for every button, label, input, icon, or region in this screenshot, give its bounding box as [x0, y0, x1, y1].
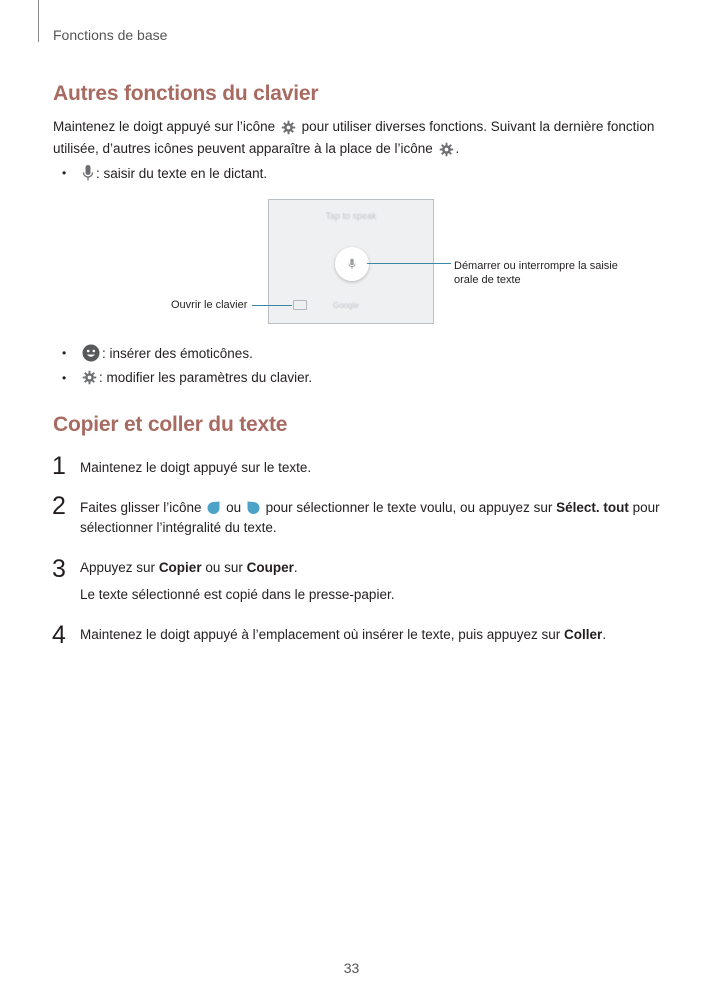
step-2-number: 2 — [52, 492, 66, 520]
figure-bottom-text: Google — [333, 301, 359, 310]
right-handle-icon — [247, 501, 260, 515]
voice-input-figure — [268, 199, 434, 324]
step-3-line2: Le texte sélectionné est copié dans le presse-papier. — [80, 587, 395, 602]
step-3-end: . — [293, 560, 298, 575]
bullet-emoji: • : insérer des émoticônes. — [62, 345, 253, 361]
step-4-paste: Coller — [564, 627, 603, 642]
microphone-icon — [348, 258, 356, 270]
running-header: Fonctions de base — [53, 27, 168, 43]
step-4-number: 4 — [52, 621, 66, 649]
intro-text-2b: . — [455, 141, 460, 156]
bullet-settings-text: : modifier les paramètres du clavier. — [99, 370, 313, 385]
step-2-select-all: Sélect. tout — [556, 500, 629, 515]
step-2-line2: sélectionner l’intégralité du texte. — [80, 520, 277, 535]
left-handle-icon — [207, 501, 220, 515]
callout-mic — [454, 259, 618, 287]
step-3-cut: Couper — [246, 560, 294, 575]
figure-top-text: Tap to speak — [325, 211, 377, 221]
step-2-text-c: pour — [632, 500, 660, 515]
keyboard-icon[interactable] — [293, 300, 307, 310]
callout-mic-line1: Démarrer ou interrompre la saisie — [454, 260, 618, 272]
intro-paragraph — [53, 116, 663, 160]
microphone-icon — [82, 164, 94, 182]
gear-icon — [281, 120, 296, 135]
emoji-icon — [82, 344, 100, 362]
step-4-text — [80, 625, 660, 645]
step-3-text-a: Appuyez sur — [80, 560, 156, 575]
bullet-settings: • : modifier les paramètres du clavier. — [62, 370, 313, 385]
step-3-or: ou sur — [205, 560, 243, 575]
intro-text-1a: Maintenez le doigt appuyé sur l’icône — [53, 119, 276, 134]
figure-mic-button[interactable] — [335, 247, 369, 281]
bullet-mic-text: : saisir du texte en le dictant. — [96, 165, 268, 181]
step-4-text-a: Maintenez le doigt appuyé à l’emplacement où insérer le texte, puis appuyez sur — [80, 627, 561, 642]
gear-icon — [82, 370, 97, 385]
step-4-end: . — [602, 627, 607, 642]
step-1-text: Maintenez le doigt appuyé sur le texte. — [80, 460, 312, 475]
step-2-or: ou — [226, 500, 242, 515]
step-2-text-b: pour sélectionner le texte voulu, ou appuyez sur — [265, 500, 553, 515]
intro-text-2a: utilisée, d’autres icônes peuvent apparaître à la place de l’icône — [53, 141, 433, 156]
step-2-text-a: Faites glisser l’icône — [80, 500, 202, 515]
intro-text-1b: pour utiliser diverses fonctions. Suivant la dernière fonction — [301, 119, 655, 134]
step-1-number: 1 — [52, 452, 66, 480]
callout-keyboard: Ouvrir le clavier — [171, 299, 248, 311]
bullet-emoji-text: : insérer des émoticônes. — [102, 345, 253, 361]
gear-icon — [439, 142, 454, 157]
section-title-keyboard: Autres fonctions du clavier — [53, 82, 319, 105]
callout-line-mic — [367, 263, 451, 264]
page-number: 33 — [343, 960, 360, 976]
bullet-mic: • : saisir du texte en le dictant. — [62, 165, 268, 181]
margin-rule — [38, 0, 39, 42]
step-2-text — [80, 498, 660, 538]
callout-mic-line2: orale de texte — [454, 274, 521, 286]
section-title-copy-paste: Copier et coller du texte — [53, 413, 288, 436]
step-3-text — [80, 558, 660, 578]
callout-line-keyboard — [252, 305, 292, 306]
step-3-number: 3 — [52, 555, 66, 583]
step-3-copy: Copier — [158, 560, 202, 575]
